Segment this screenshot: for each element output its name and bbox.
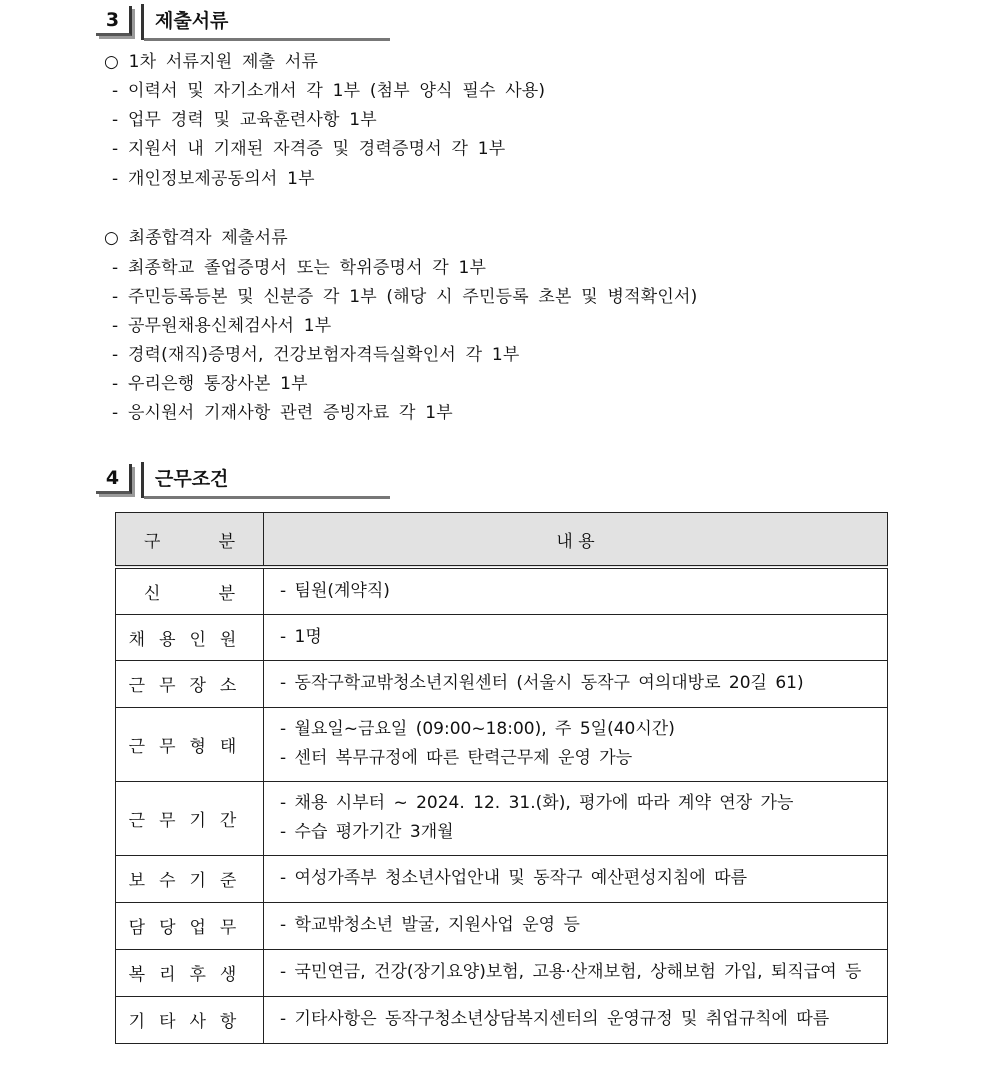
table-row (116, 902, 888, 949)
section-3-title: 제출서류 (155, 10, 229, 32)
list-item: - 응시원서 기재사항 관련 증빙자료 각 1부 (112, 403, 453, 423)
section-4-number: 4 (96, 464, 132, 494)
row-content-line: - 월요일~금요일 (09:00~18:00), 주 5일(40시간) (280, 719, 675, 739)
row-content-line: - 학교밖청소년 발굴, 지원사업 운영 등 (280, 915, 580, 935)
work-conditions-table (115, 512, 888, 1044)
list-item: - 주민등록등본 및 신분증 각 1부 (해당 시 주민등록 초본 및 병적확인서) (112, 287, 698, 307)
row-label: 근무장소 (116, 660, 264, 707)
section-divider-bar (141, 462, 144, 498)
row-label (116, 567, 264, 614)
row-label: 근무기간 (116, 781, 264, 855)
list-item: - 개인정보제공동의서 1부 (112, 169, 315, 189)
header-category-part: 분 (218, 531, 235, 552)
table-row (116, 949, 888, 996)
row-content-line: - 1명 (280, 626, 322, 647)
row-content-line: - 센터 복무규정에 따른 탄력근무제 운영 가능 (280, 748, 633, 768)
section-4-title: 근무조건 (155, 468, 229, 490)
table-row (116, 781, 888, 855)
row-content-line: - 팀원(계약직) (280, 580, 390, 601)
row-label-char: 신 (144, 583, 161, 604)
table-row (116, 996, 888, 1043)
section-3-number: 3 (96, 6, 132, 36)
header-content: 내 용 (264, 513, 888, 568)
row-content (264, 707, 888, 781)
list-item: - 업무 경력 및 교육훈련사항 1부 (112, 110, 377, 130)
row-label: 기타사항 (116, 996, 264, 1043)
table-row (116, 614, 888, 660)
row-content (264, 567, 888, 614)
section-3-header (96, 4, 390, 38)
row-content-line: - 기타사항은 동작구청소년상담복지센터의 운영규정 및 취업규칙에 따름 (280, 1009, 830, 1029)
row-content-line: - 여성가족부 청소년사업안내 및 동작구 예산편성지침에 따름 (280, 868, 748, 888)
header-category (116, 513, 264, 568)
group-2-heading: ○ 최종합격자 제출서류 (104, 228, 288, 248)
list-item: - 우리은행 통장사본 1부 (112, 374, 308, 394)
row-label: 채용인원 (116, 614, 264, 660)
table-row (116, 707, 888, 781)
header-category-part: 구 (144, 531, 161, 552)
section-underline (144, 496, 390, 499)
group-1-heading: ○ 1차 서류지원 제출 서류 (104, 52, 319, 72)
row-content-line: - 수습 평가기간 3개월 (280, 822, 454, 842)
row-content (264, 781, 888, 855)
row-content-line: - 채용 시부터 ~ 2024. 12. 31.(화), 평가에 따라 계약 연장 가능 (280, 793, 794, 813)
row-content (264, 949, 888, 996)
row-label: 담당업무 (116, 902, 264, 949)
row-label: 근무형태 (116, 707, 264, 781)
row-content-line: - 동작구학교밖청소년지원센터 (서울시 동작구 여의대방로 20길 61) (280, 673, 804, 693)
row-content-line: - 국민연금, 건강(장기요양)보험, 고용·산재보험, 상해보험 가입, 퇴직급여 등 (280, 962, 862, 982)
table-row (116, 855, 888, 902)
row-content (264, 614, 888, 660)
section-underline (144, 38, 390, 41)
section-divider-bar (141, 4, 144, 40)
row-label: 보수기준 (116, 855, 264, 902)
section-4-header (96, 462, 390, 496)
row-content (264, 660, 888, 707)
list-item: - 최종학교 졸업증명서 또는 학위증명서 각 1부 (112, 258, 487, 278)
table-row (116, 567, 888, 614)
row-content (264, 902, 888, 949)
list-item: - 지원서 내 기재된 자격증 및 경력증명서 각 1부 (112, 139, 506, 159)
row-label: 복리후생 (116, 949, 264, 996)
table-header-row (116, 513, 888, 568)
list-item: - 이력서 및 자기소개서 각 1부 (첨부 양식 필수 사용) (112, 81, 546, 101)
list-item: - 경력(재직)증명서, 건강보험자격득실확인서 각 1부 (112, 345, 520, 365)
list-item: - 공무원채용신체검사서 1부 (112, 316, 332, 336)
row-content (264, 855, 888, 902)
row-label-char: 분 (218, 583, 235, 604)
table-row (116, 660, 888, 707)
row-content (264, 996, 888, 1043)
